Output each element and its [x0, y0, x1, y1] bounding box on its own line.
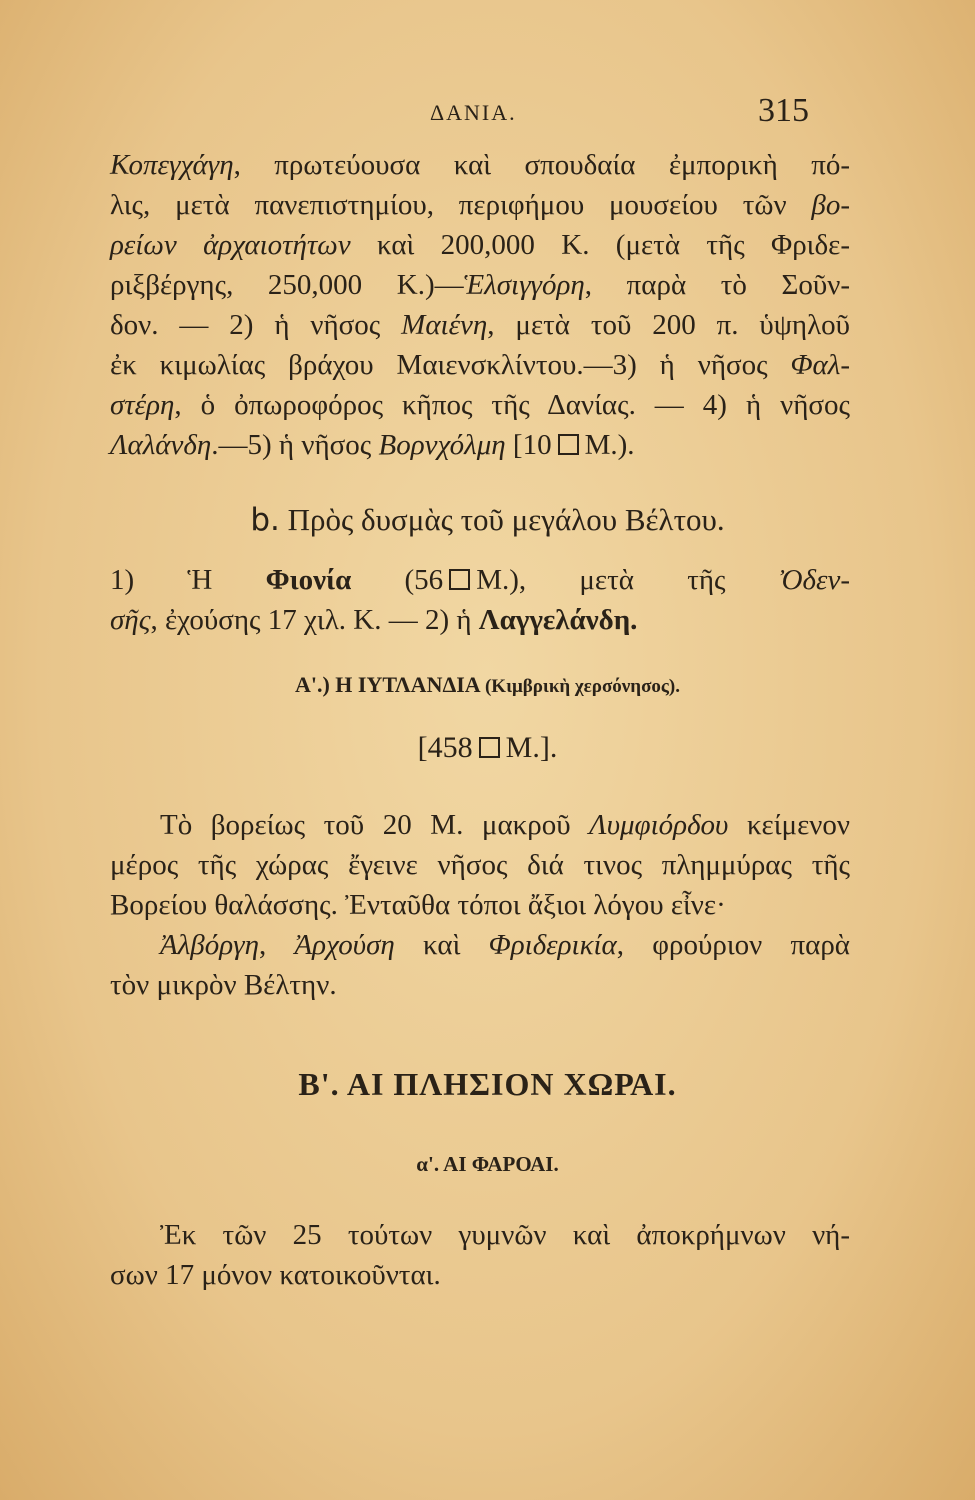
paragraph-jutland — [110, 805, 850, 1005]
page-header — [0, 92, 975, 132]
text-line: ρείων ἀρχαιοτήτων καὶ 200,000 Κ. (μετὰ τῆς Φριδε- — [110, 229, 850, 261]
square-mile-icon — [479, 737, 500, 758]
running-head: ΔΑΝΙΑ. — [430, 100, 517, 125]
text-line: 1) Ἡ Φιονία (56 Μ.), μετὰ τῆς Ὀδεν- — [110, 564, 850, 596]
text-line: Τὸ βορείως τοῦ 20 Μ. μακροῦ Λυμφιόρδου κείμενον — [160, 809, 850, 841]
jutland-area: [458 Μ.]. — [417, 731, 558, 764]
text-line: τὸν μικρὸν Βέλτην. — [110, 969, 337, 1001]
section-heading-jutland: Α'.) Η ΙΥΤΛΑΝΔΙΑ (Κιμβρικὴ χερσόνησος). — [294, 672, 681, 697]
section-heading-faroes: α'. ΑΙ ΦΑΡΟΑΙ. — [416, 1152, 559, 1176]
text-line: σων 17 μόνον κατοικοῦνται. — [110, 1259, 441, 1291]
text-line: Βορείου θαλάσσης. Ἐνταῦθα τόποι ἄξιοι λόγου εἶνε· — [110, 889, 726, 921]
page-number: 315 — [758, 92, 809, 129]
square-mile-icon — [449, 569, 470, 590]
text-line: μέρος τῆς χώρας ἔγεινε νῆσος διά τινος πλημμύρας τῆς — [110, 849, 850, 881]
section-heading-b: b. Πρὸς δυσμὰς τοῦ μεγάλου Βέλτου. — [250, 502, 725, 538]
text-line: λις, μετὰ πανεπιστημίου, περιφήμου μουσείου τῶν βο- — [110, 189, 850, 221]
text-line: δον. — 2) ἡ νῆσος Μαιένη, μετὰ τοῦ 200 π. ὑψηλοῦ — [110, 309, 851, 341]
text-line: σῆς, ἐχούσης 17 χιλ. Κ. — 2) ἡ Λαγγελάνδη. — [110, 604, 638, 636]
paragraph-faroes — [110, 1215, 850, 1295]
text-line: Κοπεγχάγη, πρωτεύουσα καὶ σπουδαία ἐμπορικὴ πό- — [110, 149, 850, 181]
section-heading-neighbouring-lands: Β'. ΑΙ ΠΛΗΣΙΟΝ ΧΩΡΑΙ. — [298, 1066, 677, 1102]
text-line: Ἀλβόργη, Ἀρχούση καὶ Φριδερικία, φρούριον παρὰ — [160, 929, 850, 961]
paragraph-funen — [110, 560, 850, 640]
text-line: ἐκ κιμωλίας βράχου Μαιενσκλίντου.—3) ἡ νῆσος Φαλ- — [110, 349, 850, 381]
text-line: Ἐκ τῶν 25 τούτων γυμνῶν καὶ ἀποκρήμνων νή- — [160, 1219, 850, 1251]
text-line: στέρη, ὁ ὀπωροφόρος κῆπος τῆς Δανίας. — 4) ἡ νῆσος — [110, 389, 850, 421]
text-line: ριξβέργης, 250,000 Κ.)—Ἑλσιγγόρη, παρὰ τὸ Σοῦν- — [110, 269, 851, 301]
text-line: Λαλάνδη.—5) ἡ νῆσος Βορνχόλμη [10 Μ.). — [110, 429, 635, 461]
paragraph-copenhagen — [110, 145, 850, 465]
square-mile-icon — [558, 434, 579, 455]
